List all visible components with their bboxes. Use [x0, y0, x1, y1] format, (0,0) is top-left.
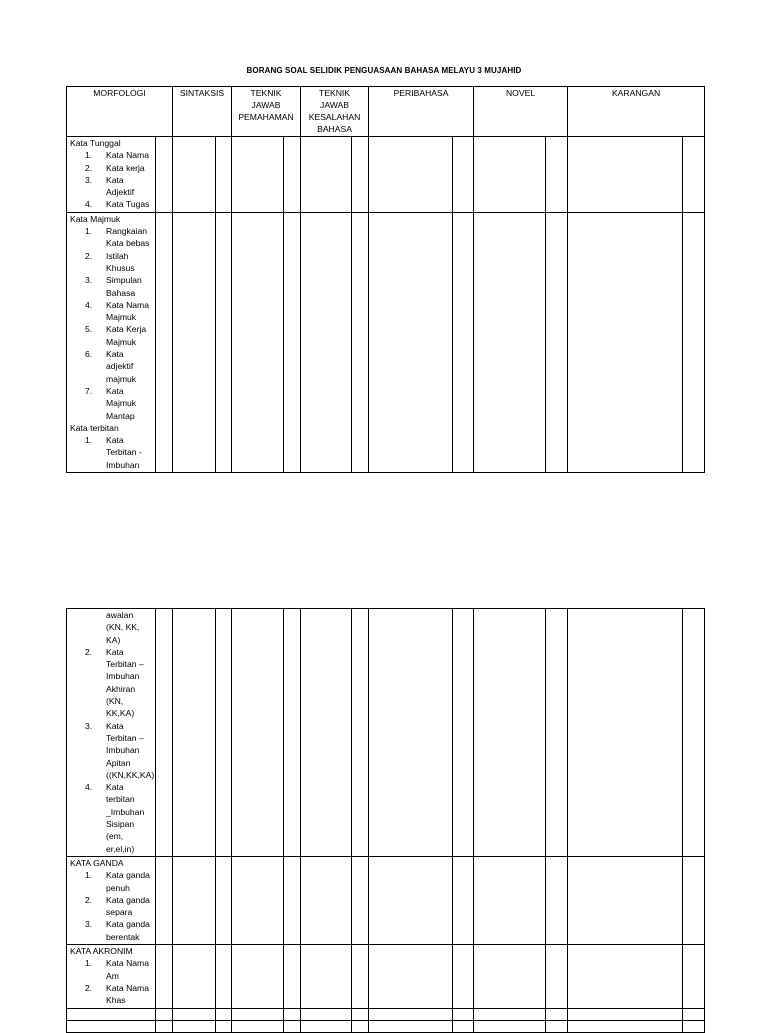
list-item-line: Kata ganda: [106, 919, 150, 930]
list-item-line: penuh: [106, 882, 130, 893]
answer-cell[interactable]: [352, 1008, 369, 1020]
answer-cell[interactable]: [453, 137, 474, 213]
answer-cell[interactable]: [546, 1008, 568, 1020]
answer-cell[interactable]: [369, 212, 453, 472]
list-item-line: Kata: [106, 646, 124, 657]
answer-cell[interactable]: [156, 212, 173, 472]
answer-cell[interactable]: [216, 1008, 232, 1020]
list-item-line: Kata Tugas: [106, 199, 150, 210]
answer-cell[interactable]: [284, 137, 301, 213]
list-item-line: Imbuhan: [106, 671, 140, 682]
table-row-empty: [67, 1008, 705, 1020]
answer-cell[interactable]: [568, 137, 683, 213]
answer-cell[interactable]: [683, 856, 705, 944]
list-item-line: Majmuk: [106, 336, 137, 347]
answer-cell[interactable]: [284, 609, 301, 857]
list-item-line: Kata Nama: [106, 958, 149, 969]
header-line: JAWAB: [251, 100, 281, 110]
list-item-line: Am: [106, 970, 119, 981]
answer-cell[interactable]: [453, 1020, 474, 1032]
answer-cell[interactable]: [474, 856, 546, 944]
list-item-number: 2.: [85, 250, 93, 261]
answer-cell[interactable]: [301, 1020, 352, 1032]
table-row: [67, 609, 705, 857]
header-morfologi: MORFOLOGI: [67, 87, 173, 137]
list-item-number: 4.: [85, 782, 93, 793]
answer-cell[interactable]: [67, 1020, 156, 1032]
answer-cell[interactable]: [546, 137, 568, 213]
list-item-number: 3.: [85, 720, 93, 731]
header-teknik-jawab-kesalahan-bahasa: [301, 87, 369, 137]
list-item-line: Rangkaian: [106, 226, 148, 237]
list-item-line: Kata ganda: [106, 870, 150, 881]
list-item-line: Terbitan –: [106, 659, 144, 670]
answer-cell[interactable]: [568, 1020, 683, 1032]
item-list: [70, 225, 153, 422]
list-item: [85, 149, 153, 161]
answer-cell[interactable]: [216, 212, 232, 472]
list-item-number: 1.: [85, 435, 93, 446]
answer-cell[interactable]: [453, 945, 474, 1008]
list-item-line: Imbuhan: [106, 745, 140, 756]
answer-cell[interactable]: [683, 1008, 705, 1020]
answer-cell[interactable]: [474, 1020, 546, 1032]
answer-cell[interactable]: [173, 1020, 216, 1032]
answer-cell[interactable]: [232, 212, 284, 472]
answer-cell[interactable]: [352, 856, 369, 944]
answer-cell[interactable]: [352, 212, 369, 472]
list-item-number: 7.: [85, 385, 93, 396]
header-sintaksis: SINTAKSIS: [173, 87, 232, 137]
list-item: [85, 385, 153, 422]
list-item-line: Imbuhan: [106, 459, 140, 470]
item-list: [70, 869, 153, 943]
answer-cell[interactable]: [232, 856, 284, 944]
list-item-line: Kata Nama: [106, 299, 149, 310]
header-line: BAHASA: [317, 124, 352, 134]
list-item: [85, 869, 153, 894]
list-item-number: 2.: [85, 646, 93, 657]
answer-cell[interactable]: [301, 945, 352, 1008]
list-item: [85, 894, 153, 919]
list-item-line: berentak: [106, 931, 140, 942]
answer-cell[interactable]: [683, 212, 705, 472]
answer-cell[interactable]: [301, 609, 352, 857]
section-title: KATA AKRONIM: [70, 946, 133, 957]
list-item: [85, 957, 153, 982]
header-line: PEMAHAMAN: [238, 112, 294, 122]
answer-cell[interactable]: [173, 137, 216, 213]
answer-cell[interactable]: [546, 1020, 568, 1032]
answer-cell[interactable]: [232, 945, 284, 1008]
answer-cell[interactable]: [352, 1020, 369, 1032]
answer-cell[interactable]: [474, 609, 546, 857]
answer-cell[interactable]: [301, 137, 352, 213]
list-item: [85, 162, 153, 174]
list-item-line: Majmuk: [106, 398, 137, 409]
list-item: [85, 274, 153, 299]
section-title: Kata Tunggal: [70, 138, 121, 148]
answer-cell[interactable]: [453, 212, 474, 472]
list-item: [85, 225, 153, 250]
list-item-number: 4.: [85, 299, 93, 310]
list-item-line: Simpulan: [106, 275, 142, 286]
answer-cell[interactable]: [232, 609, 284, 857]
answer-cell[interactable]: [568, 1008, 683, 1020]
answer-cell[interactable]: [173, 1008, 216, 1020]
answer-cell[interactable]: [216, 856, 232, 944]
list-item-line: Kata: [106, 385, 124, 396]
list-item-number: 4.: [85, 199, 93, 210]
answer-cell[interactable]: [453, 609, 474, 857]
list-item-line: (em,: [106, 831, 124, 842]
list-item-line: Terbitan –: [106, 732, 144, 743]
section-kata-akronim: [67, 945, 156, 1008]
answer-cell[interactable]: [232, 1008, 284, 1020]
header-novel: NOVEL: [474, 87, 568, 137]
answer-cell[interactable]: [284, 945, 301, 1008]
answer-cell[interactable]: [301, 856, 352, 944]
list-item-line: Apitan: [106, 757, 131, 768]
section-title: Kata Majmuk: [70, 213, 121, 224]
table-row: [67, 212, 705, 472]
list-item-number: 2.: [85, 982, 93, 993]
answer-cell[interactable]: [474, 1008, 546, 1020]
table-row: [67, 945, 705, 1008]
survey-table-page-1: [66, 86, 705, 473]
list-item-number: 3.: [85, 174, 93, 185]
answer-cell[interactable]: [173, 945, 216, 1008]
list-item-line: Kata Nama: [106, 982, 149, 993]
answer-cell[interactable]: [546, 609, 568, 857]
list-item-line: Khusus: [106, 262, 135, 273]
list-item: [85, 174, 153, 199]
answer-cell[interactable]: [156, 137, 173, 213]
answer-cell[interactable]: [369, 137, 453, 213]
list-item-line: Mantap: [106, 410, 135, 421]
list-item-number: 3.: [85, 919, 93, 930]
table-row: [67, 856, 705, 944]
section-title: Kata terbitan: [70, 422, 119, 433]
list-item-line: Terbitan -: [106, 447, 142, 458]
answer-cell[interactable]: [173, 609, 216, 857]
section-title: KATA GANDA: [70, 857, 124, 868]
list-item-line: Kata Kerja: [106, 324, 147, 335]
list-item-line: majmuk: [106, 373, 137, 384]
list-item: [85, 323, 153, 348]
header-line: TEKNIK: [250, 88, 282, 98]
answer-cell[interactable]: [546, 945, 568, 1008]
item-list: [70, 434, 153, 471]
item-list: [70, 149, 153, 210]
list-item-line: Akhiran: [106, 683, 136, 694]
list-item-number: 5.: [85, 324, 93, 335]
section-kata-majmuk: [67, 212, 156, 472]
list-item-line: Kata: [106, 720, 124, 731]
answer-cell[interactable]: [67, 1008, 156, 1020]
list-item-number: 6.: [85, 349, 93, 360]
list-item-line: Adjektif: [106, 187, 135, 198]
answer-cell[interactable]: [683, 1020, 705, 1032]
list-item-line: Kata ganda: [106, 894, 150, 905]
answer-cell[interactable]: [568, 856, 683, 944]
answer-cell[interactable]: [352, 945, 369, 1008]
list-item: [85, 198, 153, 210]
answer-cell[interactable]: [369, 945, 453, 1008]
answer-cell[interactable]: [216, 609, 232, 857]
answer-cell[interactable]: [453, 856, 474, 944]
list-item: [85, 720, 155, 781]
answer-cell[interactable]: [683, 137, 705, 213]
list-item: [85, 646, 153, 720]
answer-cell[interactable]: [352, 609, 369, 857]
list-item-line: terbitan: [106, 794, 135, 805]
answer-cell[interactable]: [568, 945, 683, 1008]
list-item-number: 1.: [85, 226, 93, 237]
answer-cell[interactable]: [284, 1020, 301, 1032]
list-item: [85, 918, 153, 943]
answer-cell[interactable]: [546, 212, 568, 472]
list-item-line: Sisipan: [106, 819, 135, 830]
list-item-line: Kata Nama: [106, 150, 149, 161]
list-item-line: er,el,in): [106, 843, 135, 854]
answer-cell[interactable]: [568, 609, 683, 857]
answer-cell[interactable]: [568, 212, 683, 472]
answer-cell[interactable]: [301, 1008, 352, 1020]
answer-cell[interactable]: [301, 212, 352, 472]
answer-cell[interactable]: [284, 856, 301, 944]
list-item: [85, 434, 153, 471]
answer-cell[interactable]: [216, 137, 232, 213]
answer-cell[interactable]: [232, 137, 284, 213]
list-item: [85, 299, 153, 324]
header-line: JAWAB: [320, 100, 350, 110]
list-item-number: 1.: [85, 958, 93, 969]
list-item-line: Kata: [106, 435, 124, 446]
answer-cell[interactable]: [284, 1008, 301, 1020]
list-item: [85, 982, 153, 1007]
list-item-line: (KN, KK,KA): [106, 696, 135, 719]
list-item: [85, 348, 153, 385]
list-item-line: Kata: [106, 349, 124, 360]
answer-cell[interactable]: [369, 1008, 453, 1020]
answer-cell[interactable]: [173, 856, 216, 944]
answer-cell[interactable]: [474, 945, 546, 1008]
answer-cell[interactable]: [453, 1008, 474, 1020]
continued-line: (KN, KK,: [106, 622, 140, 633]
section-kata-terbitan-continued: [67, 609, 156, 857]
list-item-line: Kata: [106, 174, 124, 185]
list-item-number: 1.: [85, 150, 93, 161]
list-item-line: Khas: [106, 995, 126, 1006]
list-item-line: adjektif: [106, 361, 134, 372]
list-item-line: ((KN,KK,KA): [106, 769, 155, 780]
list-item-number: 2.: [85, 162, 93, 173]
list-item-line: Bahasa: [106, 287, 136, 298]
answer-cell[interactable]: [216, 945, 232, 1008]
header-karangan: KARANGAN: [568, 87, 705, 137]
list-item: [85, 250, 153, 275]
header-line: KESALAHAN: [308, 112, 361, 122]
header-row: [67, 87, 705, 137]
answer-cell[interactable]: [474, 137, 546, 213]
answer-cell[interactable]: [683, 609, 705, 857]
header-peribahasa: PERIBAHASA: [369, 87, 474, 137]
answer-cell[interactable]: [474, 212, 546, 472]
list-item-line: Kata bebas: [106, 238, 150, 249]
list-item: [85, 781, 153, 855]
list-item-line: _Imbuhan: [106, 806, 145, 817]
list-item-number: 3.: [85, 275, 93, 286]
answer-cell[interactable]: [546, 856, 568, 944]
answer-cell[interactable]: [352, 137, 369, 213]
answer-cell[interactable]: [284, 212, 301, 472]
list-item-line: Majmuk: [106, 312, 137, 323]
table-row-empty: [67, 1020, 705, 1032]
answer-cell[interactable]: [173, 212, 216, 472]
list-item-line: separa: [106, 907, 133, 918]
list-item-line: Istilah: [106, 250, 129, 261]
answer-cell[interactable]: [232, 1020, 284, 1032]
answer-cell[interactable]: [156, 1020, 173, 1032]
answer-cell[interactable]: [156, 945, 173, 1008]
header-line: TEKNIK: [319, 88, 351, 98]
list-item-line: Kata kerja: [106, 162, 145, 173]
table-row: [67, 137, 705, 213]
list-item-number: 1.: [85, 870, 93, 881]
continued-line: KA): [106, 634, 121, 645]
answer-cell[interactable]: [156, 856, 173, 944]
answer-cell[interactable]: [156, 1008, 173, 1020]
answer-cell[interactable]: [156, 609, 173, 857]
item-list: [70, 957, 153, 1006]
header-teknik-jawab-pemahaman: [232, 87, 301, 137]
item-list: [70, 646, 153, 855]
answer-cell[interactable]: [216, 1020, 232, 1032]
section-kata-tunggal: [67, 137, 156, 213]
section-kata-ganda: [67, 856, 156, 944]
form-title: BORANG SOAL SELIDIK PENGUASAAN BAHASA MELAYU 3 MUJAHID: [246, 66, 522, 75]
survey-table-page-2: [66, 608, 705, 1033]
answer-cell[interactable]: [369, 1020, 453, 1032]
list-item-number: 2.: [85, 894, 93, 905]
answer-cell[interactable]: [369, 609, 453, 857]
list-item-line: Kata: [106, 782, 124, 793]
answer-cell[interactable]: [683, 945, 705, 1008]
continued-line: awalan: [106, 610, 134, 620]
answer-cell[interactable]: [369, 856, 453, 944]
